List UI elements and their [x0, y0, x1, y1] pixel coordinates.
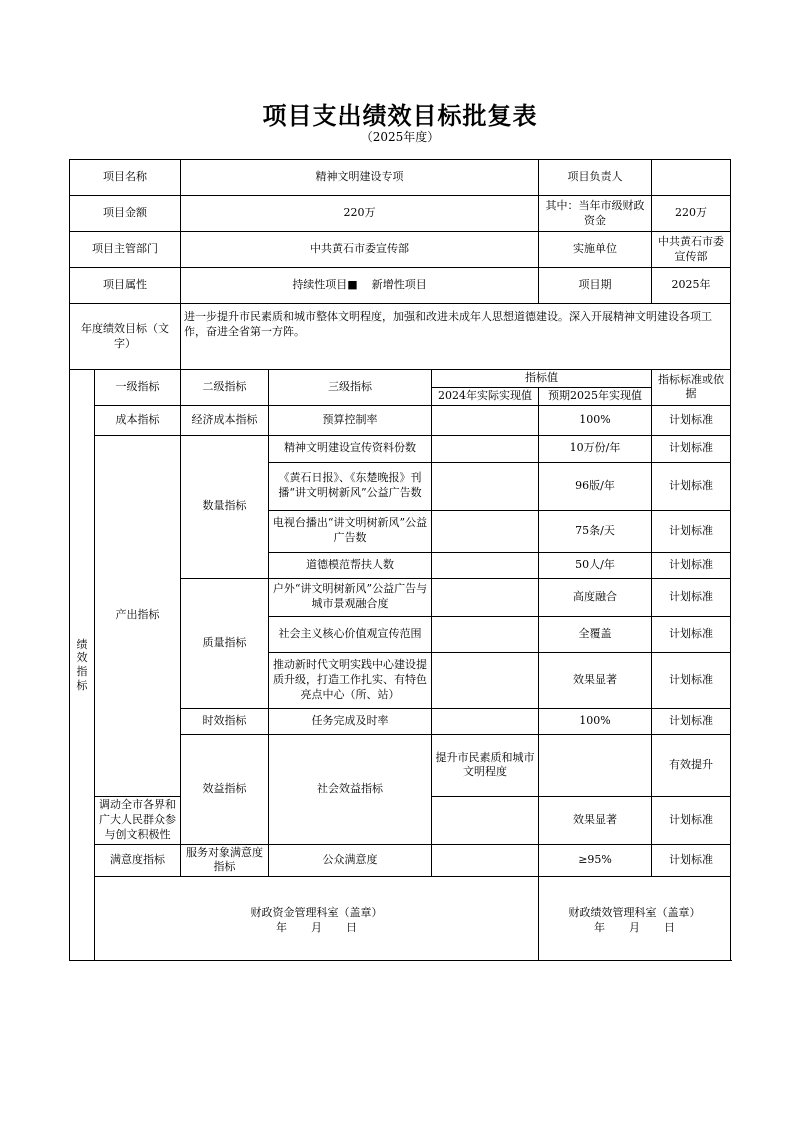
table-row: [70, 435, 731, 462]
attr-continuing: 持续性项目■: [292, 278, 358, 292]
row-project-name: [70, 160, 731, 196]
indicator-basis: 计划标准: [652, 708, 731, 734]
finance-perf-title: 财政绩效管理科室（盖章）: [568, 906, 701, 920]
indicator-2025: 全覆盖: [539, 616, 652, 652]
indicator-2024: [432, 552, 539, 578]
group-output: 产出指标: [95, 435, 181, 796]
date-month: 月: [629, 921, 641, 935]
indicator-basis: 计划标准: [652, 405, 731, 435]
document-subtitle: （2025年度）: [360, 130, 440, 144]
label-city-fund: 其中：当年市级财政资金: [539, 196, 652, 232]
header-level2: 二级指标: [181, 370, 269, 406]
indicator-2025: 效果显著: [539, 652, 652, 708]
row-attr: [70, 268, 731, 304]
group-benefit: 效益指标: [181, 734, 269, 844]
table-row: [70, 405, 731, 435]
date-month: 月: [311, 921, 323, 935]
row-goal: [70, 304, 731, 370]
indicator-2024: [432, 844, 539, 877]
indicator-2025: 有效提升: [652, 734, 731, 796]
indicator-basis: 计划标准: [652, 552, 731, 578]
header-value: 指标值: [432, 370, 652, 388]
perf-side-label: [70, 370, 95, 961]
label-amount: 项目金额: [70, 196, 181, 232]
signature-row: [70, 877, 731, 961]
indicator-basis: 计划标准: [652, 578, 731, 616]
indicator-2025: ≥95%: [539, 844, 652, 877]
label-impl: 实施单位: [539, 232, 652, 268]
sub-econ-cost: 经济成本指标: [181, 405, 269, 435]
signature-finance-perf: [539, 877, 731, 961]
label-leader: 项目负责人: [539, 160, 652, 196]
indicator-name: 提升市民素质和城市文明程度: [432, 734, 539, 796]
header-2025: 预期2025年实现值: [539, 387, 652, 405]
indicator-basis: 计划标准: [652, 510, 731, 552]
value-period: 2025年: [652, 268, 731, 304]
indicator-basis: 计划标准: [652, 616, 731, 652]
value-project-name: 精神文明建设专项: [181, 160, 539, 196]
approval-table: [69, 159, 731, 961]
row-amount: [70, 196, 731, 232]
finance-fund-title: 财政资金管理科室（盖章）: [250, 906, 383, 920]
label-project-name: 项目名称: [70, 160, 181, 196]
indicator-name: 精神文明建设宣传资料份数: [269, 435, 432, 462]
indicator-name: 推动新时代文明实践中心建设提质升级，打造工作扎实、有特色亮点中心（所、站）: [269, 652, 432, 708]
indicator-name: 电视台播出“讲文明树新风”公益广告数: [269, 510, 432, 552]
group-satisfaction: 满意度指标: [95, 844, 181, 877]
indicator-2024: [432, 405, 539, 435]
indicator-2024: [432, 578, 539, 616]
signature-finance-fund: [95, 877, 539, 961]
row-dept: [70, 232, 731, 268]
value-impl: 中共黄石市委宣传部: [652, 232, 731, 268]
indicator-2025: 50人/年: [539, 552, 652, 578]
indicator-2024: [432, 462, 539, 510]
indicator-basis: 计划标准: [652, 797, 731, 845]
finance-fund-date: [98, 921, 535, 936]
sub-quality: 质量指标: [181, 578, 269, 708]
sub-service: 服务对象满意度指标: [181, 844, 269, 877]
indicator-2025: 96版/年: [539, 462, 652, 510]
indicator-name: 任务完成及时率: [269, 708, 432, 734]
value-amount: 220万: [181, 196, 539, 232]
indicator-name: 户外“讲文明树新风”公益广告与城市景观融合度: [269, 578, 432, 616]
document-title: 项目支出绩效目标批复表: [262, 101, 538, 130]
date-year: 年: [594, 921, 606, 935]
indicator-2024: [432, 510, 539, 552]
indicator-name: 预算控制率: [269, 405, 432, 435]
indicator-name: 公众满意度: [269, 844, 432, 877]
group-cost: 成本指标: [95, 405, 181, 435]
sub-timeliness: 时效指标: [181, 708, 269, 734]
label-goal: 年度绩效目标（文字）: [70, 304, 181, 370]
perf-header-row: [70, 370, 731, 388]
value-goal: 进一步提升市民素质和城市整体文明程度，加强和改进未成年人思想道德建设。深入开展精神文明建设各项工作，奋进全省第一方阵。: [181, 304, 731, 370]
indicator-name: 《黄石日报》、《东楚晚报》刊播“讲文明树新风”公益广告数: [269, 462, 432, 510]
label-dept: 项目主管部门: [70, 232, 181, 268]
header-2024: 2024年实际实现值: [432, 387, 539, 405]
indicator-2025: 75条/天: [539, 510, 652, 552]
indicator-name: 社会主义核心价值观宣传范围: [269, 616, 432, 652]
indicator-basis: 计划标准: [652, 435, 731, 462]
indicator-2025: 高度融合: [539, 578, 652, 616]
perf-side-label-text: 绩 效 指 标: [76, 637, 88, 692]
finance-perf-date: [542, 921, 727, 936]
indicator-2024: [432, 435, 539, 462]
value-attr: [181, 268, 539, 304]
indicator-basis: 计划标准: [652, 652, 731, 708]
date-day: 日: [664, 921, 676, 935]
indicator-2025: 100%: [539, 405, 652, 435]
label-attr: 项目属性: [70, 268, 181, 304]
value-dept: 中共黄石市委宣传部: [181, 232, 539, 268]
sub-quantity: 数量指标: [181, 435, 269, 578]
indicator-name: 道德模范帮扶人数: [269, 552, 432, 578]
indicator-2024: [539, 734, 652, 796]
indicator-basis: 计划标准: [652, 462, 731, 510]
indicator-2024: [432, 616, 539, 652]
date-day: 日: [346, 921, 358, 935]
attr-new: 新增性项目: [371, 278, 427, 292]
indicator-2025: 10万份/年: [539, 435, 652, 462]
indicator-name: 调动全市各界和广大人民群众参与创文积极性: [95, 797, 181, 845]
indicator-2024: [432, 797, 539, 845]
indicator-2025: 100%: [539, 708, 652, 734]
indicator-basis: 计划标准: [652, 844, 731, 877]
table-row: [70, 844, 731, 877]
sub-social: 社会效益指标: [269, 734, 432, 844]
indicator-2024: [432, 652, 539, 708]
indicator-2025: 效果显著: [539, 797, 652, 845]
header-level1: 一级指标: [95, 370, 181, 406]
date-year: 年: [276, 921, 288, 935]
header-level3: 三级指标: [269, 370, 432, 406]
value-city-fund: 220万: [652, 196, 731, 232]
label-period: 项目期: [539, 268, 652, 304]
header-basis: 指标标准或依据: [652, 370, 731, 406]
indicator-2024: [432, 708, 539, 734]
value-leader: [652, 160, 731, 196]
